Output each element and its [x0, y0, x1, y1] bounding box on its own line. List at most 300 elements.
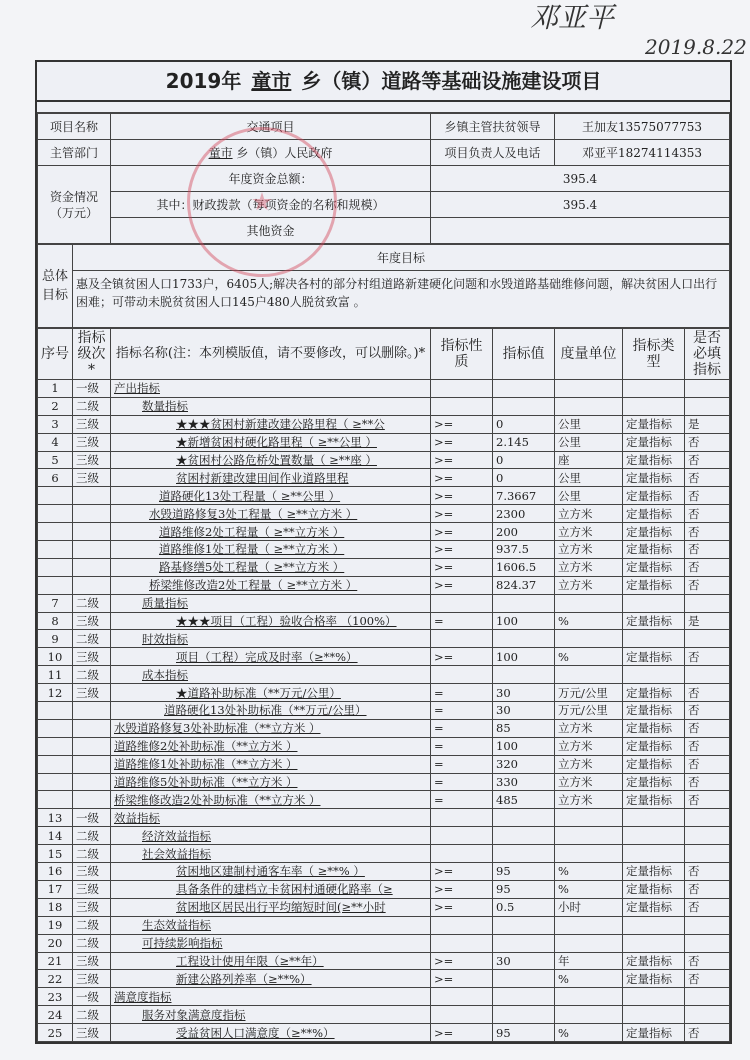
indicator-type: [623, 845, 685, 863]
unit: [555, 934, 623, 952]
row-number: 20: [38, 934, 73, 952]
indicator-type: 定量指标: [623, 880, 685, 898]
indicator-type: 定量指标: [623, 648, 685, 666]
indicator-name: 道路维修2处补助标准（**立方米 ）: [111, 737, 431, 755]
indicator-level: [73, 702, 111, 720]
indicator-name: 质量指标: [111, 594, 431, 612]
indicator-nature: =: [431, 773, 493, 791]
indicator-type: 定量指标: [623, 505, 685, 523]
indicator-level: 三级: [73, 684, 111, 702]
indicator-name: 可持续影响指标: [111, 934, 431, 952]
unit: %: [555, 880, 623, 898]
indicator-nature: [431, 934, 493, 952]
indicator-nature: =: [431, 755, 493, 773]
table-row: [38, 469, 730, 487]
indicator-level: 二级: [73, 630, 111, 648]
indicator-nature: =: [431, 791, 493, 809]
indicator-name: ★道路补助标准（**万元/公里）: [111, 684, 431, 702]
row-number: 24: [38, 1006, 73, 1024]
indicator-nature: =: [431, 719, 493, 737]
indicator-value: 0.5: [493, 898, 555, 916]
table-row: [38, 433, 730, 451]
indicator-type: 定量指标: [623, 791, 685, 809]
indicator-nature: >=: [431, 898, 493, 916]
table-row: [38, 397, 730, 415]
unit: [555, 594, 623, 612]
table-row: [38, 1006, 730, 1024]
required: [685, 845, 730, 863]
row-number: 23: [38, 988, 73, 1006]
indicator-value: 0: [493, 469, 555, 487]
table-row: [38, 988, 730, 1006]
required: 否: [685, 541, 730, 559]
indicator-level: 二级: [73, 934, 111, 952]
indicator-name: 满意度指标: [111, 988, 431, 1006]
unit: 万元/公里: [555, 702, 623, 720]
indicator-type: [623, 397, 685, 415]
column-header: 指标名称(注：本列模版值，请不要修改，可以删除。)*: [111, 329, 431, 380]
indicator-value: 485: [493, 791, 555, 809]
required: 否: [685, 952, 730, 970]
unit: %: [555, 863, 623, 881]
row-number: 5: [38, 451, 73, 469]
goal-label: 总体目标: [38, 245, 73, 328]
other-funds-value: [431, 218, 730, 244]
indicator-name: 数量指标: [111, 397, 431, 415]
required: [685, 380, 730, 398]
indicator-value: 100: [493, 737, 555, 755]
column-header: 是否必填指标: [685, 329, 730, 380]
row-number: [38, 719, 73, 737]
table-row: [38, 648, 730, 666]
indicator-table: [37, 328, 730, 1042]
indicator-value: [493, 934, 555, 952]
required: [685, 809, 730, 827]
table-row: [38, 737, 730, 755]
indicator-type: 定量指标: [623, 523, 685, 541]
indicator-nature: [431, 666, 493, 684]
indicator-value: [493, 988, 555, 1006]
required: 否: [685, 523, 730, 541]
indicator-type: 定量指标: [623, 469, 685, 487]
indicator-type: [623, 594, 685, 612]
dept-label: 主管部门: [38, 140, 111, 166]
table-row: [38, 934, 730, 952]
row-number: 22: [38, 970, 73, 988]
indicator-type: 定量指标: [623, 1024, 685, 1042]
manager: 邓亚平18274114353: [555, 140, 730, 166]
required: [685, 988, 730, 1006]
indicator-value: [493, 845, 555, 863]
indicator-nature: >=: [431, 505, 493, 523]
indicator-type: [623, 666, 685, 684]
required: 否: [685, 863, 730, 881]
indicator-name: 道路维修1处补助标准（**立方米 ）: [111, 755, 431, 773]
required: 否: [685, 433, 730, 451]
row-number: 8: [38, 612, 73, 630]
unit: 立方米: [555, 523, 623, 541]
indicator-value: 330: [493, 773, 555, 791]
indicator-nature: >=: [431, 952, 493, 970]
indicator-type: [623, 1006, 685, 1024]
row-number: [38, 541, 73, 559]
unit: [555, 845, 623, 863]
column-header: 指标类型: [623, 329, 685, 380]
required: 否: [685, 451, 730, 469]
row-number: 25: [38, 1024, 73, 1042]
other-funds-label: 其他资金: [111, 218, 431, 244]
indicator-nature: >=: [431, 433, 493, 451]
indicator-name: 项目（工程）完成及时率（≥**%）: [111, 648, 431, 666]
unit: %: [555, 1024, 623, 1042]
indicator-name: 水毁道路修复3处工程量（ ≥**立方米 ）: [111, 505, 431, 523]
indicator-nature: [431, 988, 493, 1006]
required: [685, 666, 730, 684]
indicator-nature: >=: [431, 523, 493, 541]
title-suffix: 乡（镇）道路等基础设施建设项目: [301, 69, 602, 93]
indicator-type: 定量指标: [623, 612, 685, 630]
indicator-name: 桥梁维修改造2处补助标准（**立方米 ）: [111, 791, 431, 809]
indicator-name: 生态效益指标: [111, 916, 431, 934]
required: 否: [685, 880, 730, 898]
indicator-value: [493, 397, 555, 415]
leader: 王加友13575077753: [555, 114, 730, 140]
required: 否: [685, 648, 730, 666]
project-name-label: 项目名称: [38, 114, 111, 140]
funds-label: 资金情况（万元）: [38, 166, 111, 244]
handwritten-date: 2019.8.22: [645, 35, 747, 59]
unit: 立方米: [555, 737, 623, 755]
indicator-value: 100: [493, 648, 555, 666]
indicator-value: [493, 970, 555, 988]
indicator-level: 三级: [73, 433, 111, 451]
dept-suffix: 乡（镇）人民政府: [236, 146, 333, 160]
indicator-type: 定量指标: [623, 558, 685, 576]
page-title: [37, 62, 730, 102]
unit: 公里: [555, 469, 623, 487]
leader-label: 乡镇主管扶贫领导: [431, 114, 555, 140]
required: 否: [685, 505, 730, 523]
indicator-name: 路基修缮5处工程量（ ≥**立方米 ）: [111, 558, 431, 576]
table-row: [38, 684, 730, 702]
column-header: 序号: [38, 329, 73, 380]
unit: 立方米: [555, 541, 623, 559]
indicator-nature: [431, 397, 493, 415]
indicator-type: [623, 809, 685, 827]
indicator-value: 320: [493, 755, 555, 773]
indicator-name: 水毁道路修复3处补助标准（**立方米 ）: [111, 719, 431, 737]
indicator-level: [73, 773, 111, 791]
required: 否: [685, 684, 730, 702]
indicator-name: 产出指标: [111, 380, 431, 398]
required: 否: [685, 898, 730, 916]
indicator-value: 2.145: [493, 433, 555, 451]
indicator-value: 1606.5: [493, 558, 555, 576]
row-number: 3: [38, 415, 73, 433]
indicator-value: 30: [493, 952, 555, 970]
required: 是: [685, 415, 730, 433]
indicator-value: [493, 809, 555, 827]
table-row: [38, 523, 730, 541]
column-header: 度量单位: [555, 329, 623, 380]
row-number: 13: [38, 809, 73, 827]
row-number: 15: [38, 845, 73, 863]
table-row: [38, 898, 730, 916]
table-row: [38, 755, 730, 773]
row-number: 21: [38, 952, 73, 970]
indicator-nature: >=: [431, 541, 493, 559]
unit: 年: [555, 952, 623, 970]
annual-total: 395.4: [431, 166, 730, 192]
unit: %: [555, 970, 623, 988]
table-row: [38, 666, 730, 684]
indicator-type: 定量指标: [623, 487, 685, 505]
row-number: 11: [38, 666, 73, 684]
required: [685, 827, 730, 845]
indicator-nature: >=: [431, 648, 493, 666]
handwritten-signature: 邓亚平: [530, 1, 615, 34]
indicator-level: [73, 719, 111, 737]
table-row: [38, 773, 730, 791]
indicator-type: 定量指标: [623, 684, 685, 702]
indicator-level: 三级: [73, 648, 111, 666]
indicator-level: [73, 755, 111, 773]
indicator-nature: >=: [431, 487, 493, 505]
table-row: [38, 558, 730, 576]
indicator-name: ★贫困村公路危桥处置数量（ ≥**座 ）: [111, 451, 431, 469]
column-header: 指标性质: [431, 329, 493, 380]
indicator-name: 道路维修1处工程量（ ≥**立方米 ）: [111, 541, 431, 559]
indicator-nature: >=: [431, 863, 493, 881]
indicator-type: 定量指标: [623, 415, 685, 433]
indicator-value: [493, 827, 555, 845]
table-row: [38, 880, 730, 898]
indicator-level: [73, 523, 111, 541]
unit: %: [555, 612, 623, 630]
unit: [555, 1006, 623, 1024]
unit: [555, 827, 623, 845]
indicator-name: 道路维修5处补助标准（**立方米 ）: [111, 773, 431, 791]
goal-header: 年度目标: [73, 245, 730, 271]
table-row: [38, 630, 730, 648]
indicator-nature: >=: [431, 558, 493, 576]
unit: [555, 397, 623, 415]
indicator-name: 受益贫困人口满意度（≥**%）: [111, 1024, 431, 1042]
indicator-value: 100: [493, 612, 555, 630]
row-number: 9: [38, 630, 73, 648]
indicator-value: 95: [493, 863, 555, 881]
indicator-name: ★★★贫困村新建改建公路里程（ ≥**公: [111, 415, 431, 433]
indicator-nature: [431, 916, 493, 934]
fiscal-value: 395.4: [431, 192, 730, 218]
indicator-type: 定量指标: [623, 541, 685, 559]
indicator-nature: [431, 809, 493, 827]
indicator-type: 定量指标: [623, 755, 685, 773]
indicator-level: 三级: [73, 415, 111, 433]
unit: 立方米: [555, 755, 623, 773]
required: [685, 934, 730, 952]
required: 否: [685, 791, 730, 809]
indicator-nature: >=: [431, 576, 493, 594]
table-row: [38, 594, 730, 612]
row-number: [38, 737, 73, 755]
table-row: [38, 916, 730, 934]
indicator-nature: =: [431, 702, 493, 720]
unit: [555, 988, 623, 1006]
indicator-level: [73, 737, 111, 755]
required: [685, 630, 730, 648]
indicator-value: [493, 594, 555, 612]
indicator-level: [73, 487, 111, 505]
unit: 公里: [555, 487, 623, 505]
column-header: 指标级次*: [73, 329, 111, 380]
indicator-nature: >=: [431, 1024, 493, 1042]
row-number: 6: [38, 469, 73, 487]
indicator-name: 新建公路列养率（≥**%）: [111, 970, 431, 988]
row-number: 4: [38, 433, 73, 451]
column-header: 指标值: [493, 329, 555, 380]
indicator-value: [493, 916, 555, 934]
table-row: [38, 827, 730, 845]
indicator-value: [493, 630, 555, 648]
indicator-name: 桥梁维修改造2处工程量（ ≥**立方米 ）: [111, 576, 431, 594]
indicator-level: [73, 541, 111, 559]
unit: [555, 666, 623, 684]
indicator-nature: [431, 630, 493, 648]
indicator-level: [73, 558, 111, 576]
indicator-value: 824.37: [493, 576, 555, 594]
indicator-name: 服务对象满意度指标: [111, 1006, 431, 1024]
row-number: 16: [38, 863, 73, 881]
indicator-name: 贫困地区建制村通客车率（ ≥**% ）: [111, 863, 431, 881]
row-number: 14: [38, 827, 73, 845]
required: 否: [685, 737, 730, 755]
table-row: [38, 612, 730, 630]
indicator-value: [493, 380, 555, 398]
goal-table: [37, 244, 730, 328]
unit: 立方米: [555, 576, 623, 594]
indicator-value: 0: [493, 451, 555, 469]
row-number: [38, 487, 73, 505]
indicator-name: 工程设计使用年限（≥**年）: [111, 952, 431, 970]
indicator-nature: [431, 594, 493, 612]
required: [685, 916, 730, 934]
title-town: 童市: [251, 69, 292, 93]
indicator-level: 二级: [73, 845, 111, 863]
required: [685, 1006, 730, 1024]
indicator-level: 三级: [73, 898, 111, 916]
row-number: [38, 755, 73, 773]
table-row: [38, 576, 730, 594]
indicator-nature: [431, 380, 493, 398]
unit: [555, 809, 623, 827]
indicator-nature: >=: [431, 469, 493, 487]
dept: [111, 140, 431, 166]
row-number: 12: [38, 684, 73, 702]
indicator-type: 定量指标: [623, 576, 685, 594]
indicator-name: 贫困地区居民出行平均缩短时间(≥**小时: [111, 898, 431, 916]
indicator-name: 效益指标: [111, 809, 431, 827]
indicator-nature: >=: [431, 970, 493, 988]
indicator-nature: >=: [431, 415, 493, 433]
required: 是: [685, 612, 730, 630]
indicator-nature: [431, 845, 493, 863]
indicator-name: 道路硬化13处工程量（ ≥**公里 ）: [111, 487, 431, 505]
indicator-level: 二级: [73, 666, 111, 684]
table-row: [38, 541, 730, 559]
indicator-value: 30: [493, 684, 555, 702]
unit: 立方米: [555, 558, 623, 576]
indicator-name: 时效指标: [111, 630, 431, 648]
indicator-nature: [431, 827, 493, 845]
required: [685, 397, 730, 415]
title-year: 2019年: [165, 69, 242, 93]
indicator-level: [73, 576, 111, 594]
table-row: [38, 415, 730, 433]
indicator-name: 道路硬化13处补助标准（**万元/公里）: [111, 702, 431, 720]
indicator-name: 经济效益指标: [111, 827, 431, 845]
indicator-type: 定量指标: [623, 773, 685, 791]
table-row: [38, 380, 730, 398]
row-number: [38, 791, 73, 809]
indicator-type: [623, 827, 685, 845]
required: [685, 594, 730, 612]
indicator-level: 二级: [73, 397, 111, 415]
indicator-level: 二级: [73, 827, 111, 845]
indicator-level: 一级: [73, 988, 111, 1006]
indicator-level: [73, 791, 111, 809]
table-row: [38, 809, 730, 827]
indicator-type: 定量指标: [623, 433, 685, 451]
unit: 万元/公里: [555, 684, 623, 702]
indicator-nature: >=: [431, 451, 493, 469]
indicator-level: 三级: [73, 1024, 111, 1042]
row-number: [38, 773, 73, 791]
indicator-type: 定量指标: [623, 451, 685, 469]
indicator-value: 200: [493, 523, 555, 541]
indicator-value: 85: [493, 719, 555, 737]
unit: 立方米: [555, 719, 623, 737]
unit: 立方米: [555, 791, 623, 809]
required: 否: [685, 576, 730, 594]
required: 否: [685, 719, 730, 737]
fiscal-label: 其中：财政拨款（每项资金的名称和规模）: [111, 192, 431, 218]
indicator-value: 95: [493, 880, 555, 898]
indicator-level: 三级: [73, 970, 111, 988]
required: 否: [685, 702, 730, 720]
indicator-level: 三级: [73, 612, 111, 630]
indicator-nature: =: [431, 737, 493, 755]
dept-town: 童市: [208, 146, 233, 160]
required: 否: [685, 755, 730, 773]
indicator-type: 定量指标: [623, 702, 685, 720]
unit: %: [555, 648, 623, 666]
indicator-name: ★新增贫困村硬化路里程（ ≥**公里 ）: [111, 433, 431, 451]
required: 否: [685, 773, 730, 791]
indicator-type: [623, 988, 685, 1006]
indicator-type: [623, 916, 685, 934]
indicator-level: 三级: [73, 952, 111, 970]
indicator-type: 定量指标: [623, 863, 685, 881]
indicator-level: 一级: [73, 809, 111, 827]
indicator-level: 三级: [73, 863, 111, 881]
goal-text: 惠及全镇贫困人口1733户，6405人;解决各村的部分村组道路新建硬化问题和水毁道路基础维修问题，解决贫困人口出行困难；可带动未脱贫贫困人口145户480人脱贫致富 。: [73, 271, 730, 328]
row-number: 2: [38, 397, 73, 415]
row-number: [38, 558, 73, 576]
project-form: [35, 60, 732, 1044]
indicator-value: 0: [493, 415, 555, 433]
unit: 立方米: [555, 505, 623, 523]
